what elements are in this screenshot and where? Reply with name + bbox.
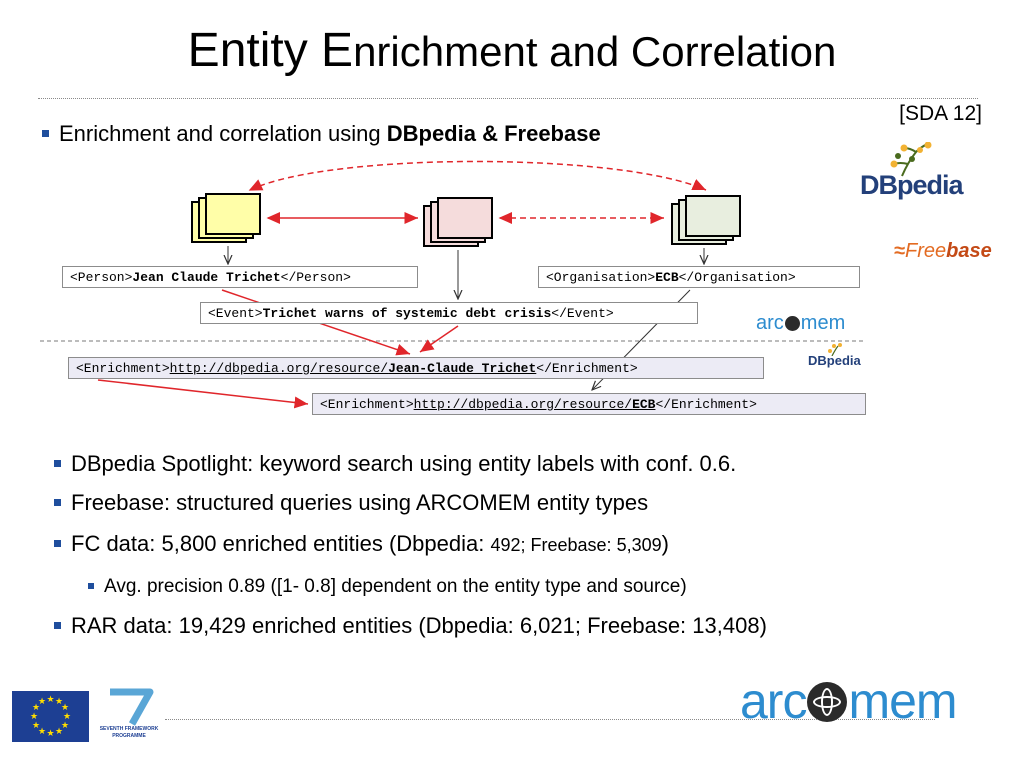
xml-enrichment-person-box: <Enrichment>http://dbpedia.org/resource/Jean-Claude_Trichet</Enrichment> bbox=[68, 357, 764, 379]
svg-text:★: ★ bbox=[54, 697, 64, 707]
bullet-square-icon bbox=[54, 540, 61, 547]
bullet-square-icon bbox=[54, 622, 61, 629]
freebase-logo: ≈Freebase bbox=[894, 240, 992, 262]
svg-text:★: ★ bbox=[62, 712, 72, 722]
freebase-flag-icon: ≈ bbox=[894, 240, 905, 262]
svg-text:★: ★ bbox=[60, 721, 70, 731]
bullet-freebase: Freebase: structured queries using ARCOMEM entity types bbox=[54, 489, 648, 517]
bullet-spotlight: DBpedia Spotlight: keyword search using entity labels with conf. 0.6. bbox=[54, 450, 736, 478]
arcomem-globe-icon bbox=[807, 682, 847, 722]
eu-stars-icon bbox=[12, 691, 89, 742]
bullet-square-icon bbox=[88, 583, 94, 589]
xml-person-box: <Person>Jean Claude Trichet</Person> bbox=[62, 266, 418, 288]
intro-bullet: Enrichment and correlation using DBpedia & Freebase bbox=[42, 120, 601, 148]
svg-text:★: ★ bbox=[46, 695, 55, 705]
svg-text:★: ★ bbox=[54, 727, 64, 737]
bullet-fc-data: FC data: 5,800 enriched entities (Dbpedia: 492; Freebase: 5,309) bbox=[54, 530, 669, 559]
dbpedia-person-link[interactable]: http://dbpedia.org/resource/Jean-Claude_Trichet bbox=[169, 361, 537, 376]
arcomem-logo-large: arc mem bbox=[740, 673, 957, 729]
document-stack-person-icon bbox=[192, 194, 260, 242]
dbpedia-logo-large: DBpedia bbox=[858, 142, 968, 208]
citation-reference: [SDA 12] bbox=[899, 102, 982, 125]
document-stack-organisation-icon bbox=[672, 196, 740, 244]
svg-text:★: ★ bbox=[37, 727, 47, 737]
document-stack-event-icon bbox=[424, 198, 492, 246]
bullet-square-icon bbox=[54, 460, 61, 467]
bullet-square-icon bbox=[54, 499, 61, 506]
dbpedia-logo-small: DBpedia bbox=[808, 342, 864, 370]
svg-text:★: ★ bbox=[37, 697, 47, 707]
bullet-rar-data: RAR data: 19,429 enriched entities (Dbpedia: 6,021; Freebase: 13,408) bbox=[54, 612, 767, 640]
svg-text:★: ★ bbox=[31, 721, 41, 731]
svg-text:★: ★ bbox=[60, 703, 70, 713]
xml-enrichment-organisation-box: <Enrichment>http://dbpedia.org/resource/ECB</Enrichment> bbox=[312, 393, 866, 415]
xml-organisation-box: <Organisation>ECB</Organisation> bbox=[538, 266, 860, 288]
arcomem-globe-icon bbox=[785, 316, 800, 331]
svg-text:★: ★ bbox=[46, 729, 55, 739]
fp7-seven-icon bbox=[96, 688, 162, 726]
page-title: Entity Enrichment and Correlation bbox=[187, 24, 837, 77]
fp7-logo: SEVENTH FRAMEWORK PROGRAMME bbox=[96, 688, 162, 744]
bullet-avg-precision: Avg. precision 0.89 ([1- 0.8] dependent on the entity type and source) bbox=[88, 573, 687, 601]
xml-event-box: <Event>Trichet warns of systemic debt crisis</Event> bbox=[200, 302, 698, 324]
arcomem-logo-small: arc mem bbox=[756, 312, 846, 334]
svg-text:★: ★ bbox=[29, 712, 39, 722]
eu-flag-logo bbox=[12, 691, 89, 742]
dbpedia-ecb-link[interactable]: http://dbpedia.org/resource/ECB bbox=[413, 397, 656, 412]
svg-text:★: ★ bbox=[31, 703, 41, 713]
